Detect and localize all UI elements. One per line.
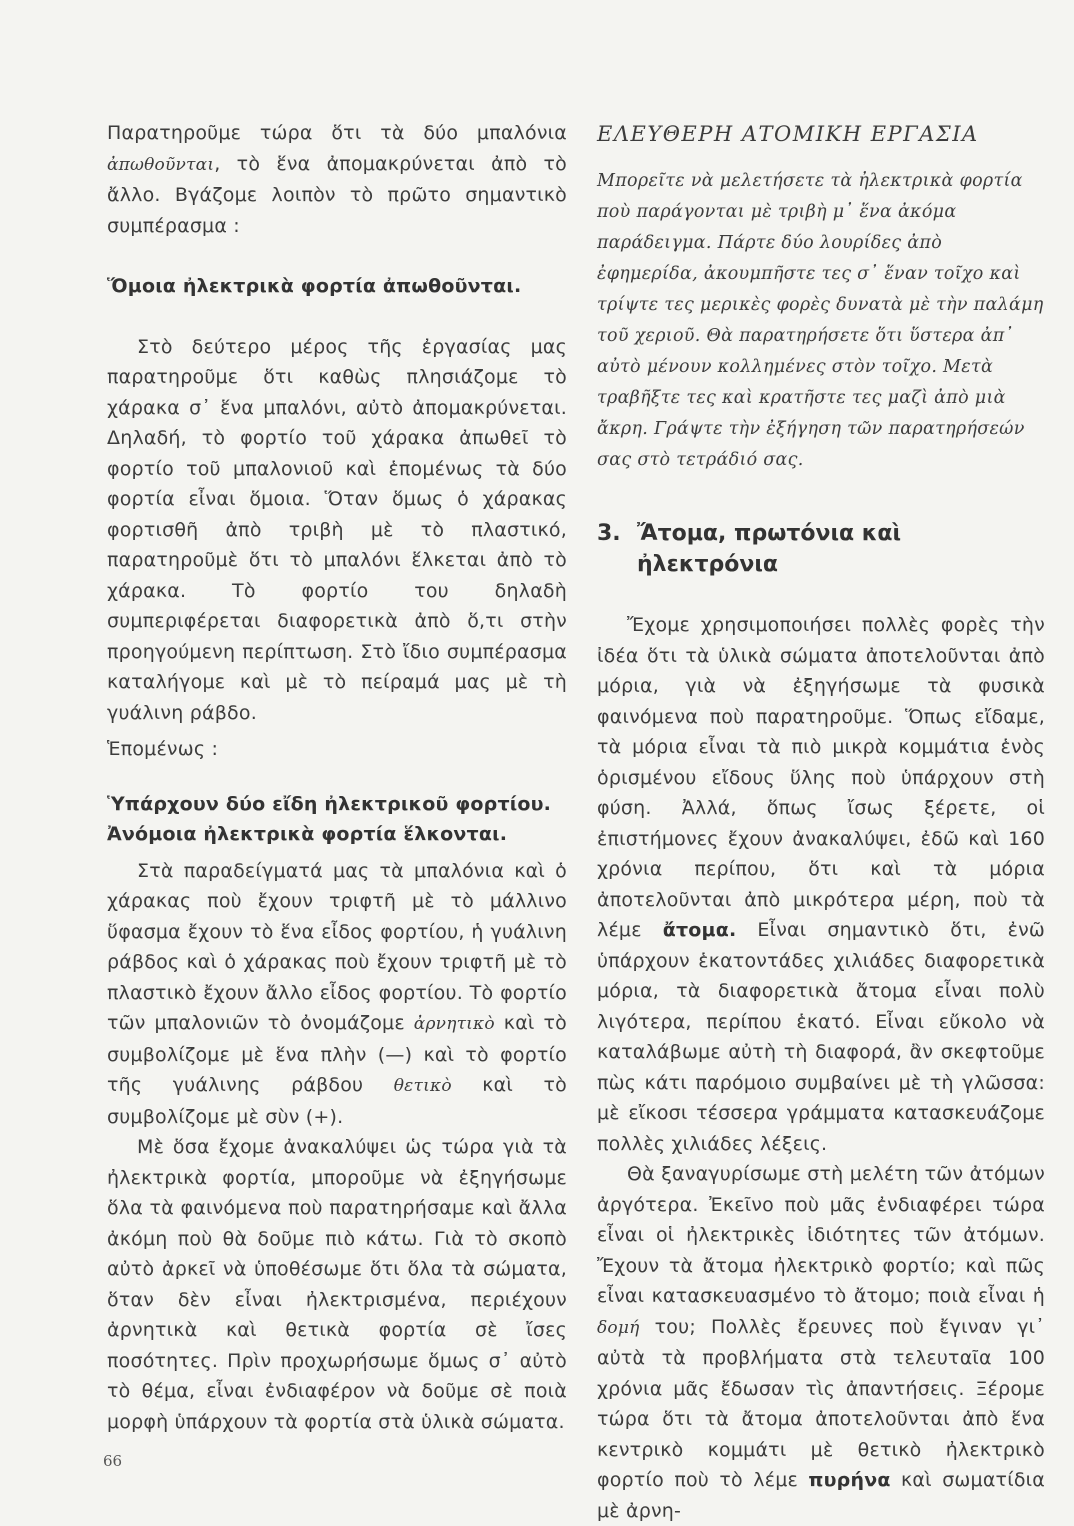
therefore-label: Ἑπομένως : <box>107 738 219 760</box>
term-positive: θετικὸ <box>393 1076 452 1096</box>
left-column <box>107 118 567 1437</box>
rule-two-kinds: Ὑπάρχουν δύο εἴδη ἠλεκτρικοῦ φορτίου. <box>107 792 552 815</box>
rule-like-charges: Ὅμοια ἠλεκτρικὰ φορτία ἀπωθοῦνται. <box>107 275 522 297</box>
italic-term: ἀπωθοῦνται <box>107 154 215 175</box>
paragraph-molecules-atoms: Ἔχομε χρησιμοποιήσει πολλὲς φορὲς τὴν ἰδέα ὅτι τὰ ὑλικὰ σώματα ἀποτελοῦνται ἀπὸ μόρια, γιὰ νὰ ἐξηγήσωμε τὰ φυσικὰ φαινόμενα ποὺ παρατηροῦμε. Ὅπως εἴδαμε, τὰ μόρια εἶναι τὰ πιὸ μικρὰ κομμάτια ἑνὸς ὁρισμένου εἴδους ὕλης ποὺ ὑπάρχουν στὴ φύση. Ἀλλά, ὅπως ἴσως ξέρετε, οἱ ἐπιστήμονες ἔχουν ἀνακαλύψει, ἐδῶ καὶ 160 χρόνια περίπου, ὅτι καὶ τὰ μόρια ἀποτελοῦνται ἀπὸ μικρότερα μέρη, ποὺ τὰ λέμε ἄτομα. Εἶναι σημαντικὸ ὅτι, ἐνῶ ὑπάρχουν ἑκατοντάδες χιλιάδες διαφορετικὰ μόρια, τὰ διαφορετικὰ ἄτομα εἶναι πολὺ λιγότερα, περίπου ἑκατό. Εἶναι εὔκολο νὰ καταλάβωμε αὐτὴ τὴ διαφορά, ἂν σκεφτοῦμε πὼς κάτι παρόμοιο συμβαίνει μὲ τὴ γλῶσσα: μὲ εἴκοσι τέσσερα γράμματα κατασκευάζομε πολλὲς χιλιάδες λέξεις. <box>597 614 1045 1155</box>
section-title-line2: ἠλεκτρόνια <box>637 552 779 577</box>
free-task-text: Μπορεῖτε νὰ μελετήσετε τὰ ἠλεκτρικὰ φορτία ποὺ παράγονται μὲ τριβὴ μ᾽ ἕνα ἀκόμα παράδειγμα. Πάρτε δύο λουρίδες ἀπὸ ἐφημερίδα, ἀκουμπῆστε τες σ᾽ ἕναν τοῖχο καὶ τρίψτε τες μερικὲς φορὲς δυνατὰ μὲ τὴν παλάμη τοῦ χεριοῦ. Θὰ παρατηρήσετε ὅτι ὕστερα ἀπ᾽ αὐτὸ μένουν κολλημένες στὸν τοῖχο. Μετὰ τραβῆξτε τες καὶ κρατῆστε τες μαζὶ ἀπὸ μιὰ ἄκρη. Γράψτε τὴν ἐξήγηση τῶν παρατηρήσεών σας στὸ τετράδιό σας. <box>597 171 1044 470</box>
paragraph-ruler-experiment: Στὸ δεύτερο μέρος τῆς ἐργασίας μας παρατηροῦμε ὅτι καθὼς πλησιάζομε τὸ χάρακα σ᾽ ἕνα μπαλόνι, αὐτὸ ἀπομακρύνεται. Δηλαδή, τὸ φορτίο τοῦ χάρακα ἀπωθεῖ τὸ φορτίο τοῦ μπαλονιοῦ καὶ ἑπομένως τὰ δύο φορτία εἶναι ὅμοια. Ὅταν ὅμως ὁ χάρακας φορτισθῆ ἀπὸ τριβὴ μὲ τὸ πλαστικό, παρατηροῦμὲ ὅτι τὸ μπαλόνι ἕλκεται ἀπὸ τὸ χάρακα. Τὸ φορτίο του δηλαδὴ συμπεριφέρεται διαφορετικὰ ἀπὸ ὅ,τι στὴν προηγούμενη περίπτωση. Στὸ ἴδιο συμπέρασμα καταλήγομε καὶ μὲ τὸ πείραμά μας μὲ τὴ γυάλινη ράβδο. <box>107 335 567 724</box>
free-task-box <box>597 166 1045 476</box>
term-negative: ἀρνητικὸ <box>413 1014 495 1034</box>
section-heading <box>597 518 1045 580</box>
section-title-line1: Ἄτομα, πρωτόνια καὶ <box>637 521 902 546</box>
right-column <box>597 118 1045 1526</box>
paragraph-repulsion: Παρατηροῦμε τώρα ὅτι τὰ δύο μπαλόνια ἀπωθοῦνται, τὸ ἕνα ἀπομακρύνεται ἀπὸ τὸ ἄλλο. Βγάζομε λοιπὸν τὸ πρῶτο σημαντικὸ συμπέρασμα : <box>107 122 567 237</box>
term-structure: δομή <box>597 1317 640 1338</box>
rule-unlike-charges: Ἀνόμοια ἠλεκτρικὰ φορτία ἕλκονται. <box>107 823 508 845</box>
term-nucleus: πυρήνα <box>808 1469 891 1491</box>
section-number: 3. <box>597 521 621 546</box>
paragraph-atom-structure: Θὰ ξαναγυρίσωμε στὴ μελέτη τῶν ἀτόμων ἀργότερα. Ἐκεῖνο ποὺ μᾶς ἐνδιαφέρει τώρα εἶναι οἱ ἠλεκτρικὲς ἰδιότητες τῶν ἀτόμων. Ἔχουν τὰ ἄτομα ἠλεκτρικὸ φορτίο; καὶ πῶς εἶναι κατασκευασμένο τὸ ἄτομο; ποιὰ εἶναι ἡ δομή του; Πολλὲς ἔρευνες ποὺ ἔγιναν γι᾽ αὐτὰ τὰ προβλήματα στὰ τελευταῖα 100 χρόνια μᾶς ἔδωσαν τὶς ἀπαντήσεις. Ξέρομε τώρα ὅτι τὰ ἄτομα ἀποτελοῦνται ἀπὸ ἕνα κεντρικὸ κομμάτι μὲ θετικὸ ἠλεκτρικὸ φορτίο ποὺ τὸ λέμε πυρήνα καὶ σωματίδια μὲ ἀρνη- <box>597 1163 1046 1522</box>
paragraph-charge-types: Στὰ παραδείγματά μας τὰ μπαλόνια καὶ ὁ χάρακας ποὺ ἔχουν τριφτῆ μὲ τὸ μάλλινο ὕφασμα ἔχουν τὸ ἕνα εἶδος φορτίου, ἡ γυάλινη ράβδος καὶ ὁ χάρακας ποὺ ἔχουν τριφτῆ μὲ τὸ πλαστικὸ ἔχουν ἄλλο εἶδος φορτίου. Τὸ φορτίο τῶν μπαλονιῶν τὸ ὀνομάζομε ἀρνητικὸ καὶ τὸ συμβολίζομε μὲ ἕνα πλὴν (—) καὶ τὸ φορτίο τῆς γυάλινης ράβδου θετικὸ καὶ τὸ συμβολίζομε μὲ σὺν (+). <box>107 859 567 1128</box>
term-atoms: ἄτομα. <box>662 919 737 941</box>
paragraph-explanation: Μὲ ὅσα ἔχομε ἀνακαλύψει ὡς τώρα γιὰ τὰ ἠλεκτρικὰ φορτία, μποροῦμε νὰ ἐξηγήσωμε ὅλα τὰ φαινόμενα ποὺ παρατηρήσαμε καὶ ἄλλα ἀκόμη ποὺ θὰ δοῦμε πιὸ κάτω. Γιὰ τὸ σκοπὸ αὐτὸ ἀρκεῖ νὰ ὑποθέσωμε ὅτι ὅλα τὰ σώματα, ὅταν δὲν εἶναι ἠλεκτρισμένα, περιέχουν ἀρνητικὰ καὶ θετικὰ φορτία σὲ ἴσες ποσότητες. Πρὶν προχωρήσωμε ὅμως σ᾽ αὐτὸ τὸ θέμα, εἶναι ἐνδιαφέρον νὰ δοῦμε σὲ ποιὰ μορφὴ ὑπάρχουν τὰ φορτία στὰ ὑλικὰ σώματα. <box>107 1136 567 1433</box>
page-number: 66 <box>103 1452 123 1470</box>
free-task-title: ΕΛΕΥΘΕΡΗ ΑΤΟΜΙΚΗ ΕΡΓΑΣΙΑ <box>597 122 979 146</box>
